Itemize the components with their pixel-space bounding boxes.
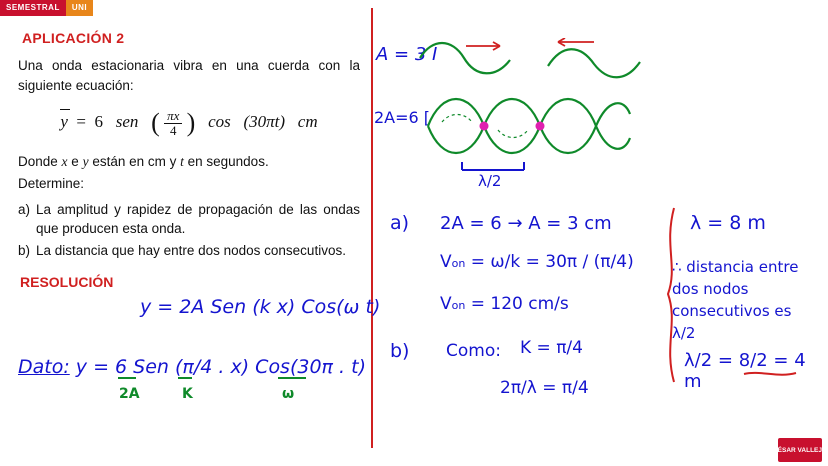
dato-eq-mid: ) Cos( <box>241 356 298 378</box>
equation-phase: (30πt) <box>243 111 286 131</box>
handwritten-amplitude-note: A = 3 I <box>376 44 438 65</box>
main-equation: y = 6 sen ( $\frac{\pi x}{4}$ ) cos (30πt) cm <box>60 107 318 138</box>
part-a-line1: 2A = 6 → A = 3 cm <box>440 213 612 234</box>
traveling-waves-diagram <box>418 38 668 86</box>
equation-lhs: y <box>60 111 68 131</box>
fraction-numerator: πx <box>164 109 182 124</box>
variables-note-p3: están en cm y <box>88 154 181 169</box>
page-title: APLICACIÓN 2 <box>22 30 125 46</box>
part-b-label: b) <box>390 340 410 362</box>
lambda-result: λ = 8 m <box>690 212 766 234</box>
var-y: y <box>82 154 89 169</box>
brand-badge <box>0 0 93 16</box>
tag-k: K <box>182 386 193 402</box>
part-a-v-symbol: V <box>440 252 452 272</box>
variables-note-p2: e <box>67 154 83 169</box>
dato-eq-arg: π/4 . x <box>182 356 242 378</box>
var-x: x <box>61 154 68 169</box>
list-item-text: La amplitud y rapidez de propagación de las ondas que producen esta onda. <box>36 202 360 236</box>
logo-line-1: CÉSAR <box>772 446 796 454</box>
problem-intro: Una onda estacionaria vibra en una cuerda con la siguiente ecuación: <box>18 58 360 93</box>
equation-cos: cos <box>208 111 231 131</box>
part-b-lambda-equation: 2π/λ = π/4 <box>500 378 589 398</box>
equation-fraction <box>164 109 182 137</box>
variables-note-p1: Donde <box>18 154 62 169</box>
handwritten-general-equation <box>140 296 380 318</box>
dato-label: Dato: <box>18 356 70 378</box>
part-a-label: a) <box>390 212 410 234</box>
dato-eq-pre: y = 6 Sen ( <box>75 356 183 378</box>
list-item <box>18 241 360 260</box>
equation-units: cm <box>297 111 318 131</box>
final-answer: λ/2 = 8/2 = 4 m <box>684 350 806 392</box>
list-item-label: b) <box>18 243 31 258</box>
part-b-como: Como: <box>446 341 501 361</box>
list-item-text: La distancia que hay entre dos nodos consecutivos. <box>36 243 346 258</box>
vertical-divider <box>371 8 373 448</box>
tag-2a: 2A <box>119 386 140 402</box>
dato-eq-arg2: 30π . t <box>297 356 359 378</box>
part-a-v-formula: = ω/k = 30π / (π/4) <box>470 252 634 272</box>
list-item-label: a) <box>18 202 31 217</box>
part-a-line2 <box>440 252 634 272</box>
dato-underline-marks <box>110 372 370 388</box>
paren-open-1: ( <box>151 108 160 137</box>
part-a-line3 <box>440 294 569 314</box>
paren-close-1: ) <box>186 108 196 137</box>
part-a-v-value: = 120 cm/s <box>470 294 569 314</box>
half-wavelength-label: λ/2 <box>478 172 502 190</box>
variables-note <box>18 152 360 172</box>
institution-logo <box>772 438 828 462</box>
final-answer-underline <box>742 368 802 382</box>
tag-omega: ω <box>282 386 295 402</box>
variables-note-p4: en segundos. <box>183 154 269 169</box>
part-a-v-subscript: on <box>451 257 466 270</box>
handwritten-double-amplitude-note: 2A=6 [ <box>374 108 431 127</box>
part-a-v-subscript-2: on <box>451 299 466 312</box>
part-a-v-symbol-2: V <box>440 294 452 314</box>
dato-eq-post: ) <box>358 356 366 378</box>
part-b-k-equation: K = π/4 <box>520 338 583 358</box>
resolution-title: RESOLUCIÓN <box>20 274 114 290</box>
equation-sen: sen <box>115 111 139 131</box>
logo-line-2: VALLEJO <box>797 446 828 454</box>
question-list <box>18 200 360 260</box>
badge-uni: UNI <box>66 0 93 16</box>
badge-semestral: SEMESTRAL <box>0 0 66 16</box>
determine-label: Determine: <box>18 176 85 191</box>
conclusion-note: ∴ distancia entre dos nodos consecutivos es λ/2 <box>672 258 799 342</box>
fraction-denominator: 4 <box>169 122 177 138</box>
var-t: t <box>180 154 184 169</box>
left-content-column <box>18 30 360 294</box>
list-item <box>18 200 360 238</box>
equation-amplitude: 6 <box>94 111 103 131</box>
handwritten-general-equation-text: y = 2A Sen (k x) Cos(ω t) <box>140 296 381 318</box>
standing-wave-diagram <box>424 92 634 160</box>
